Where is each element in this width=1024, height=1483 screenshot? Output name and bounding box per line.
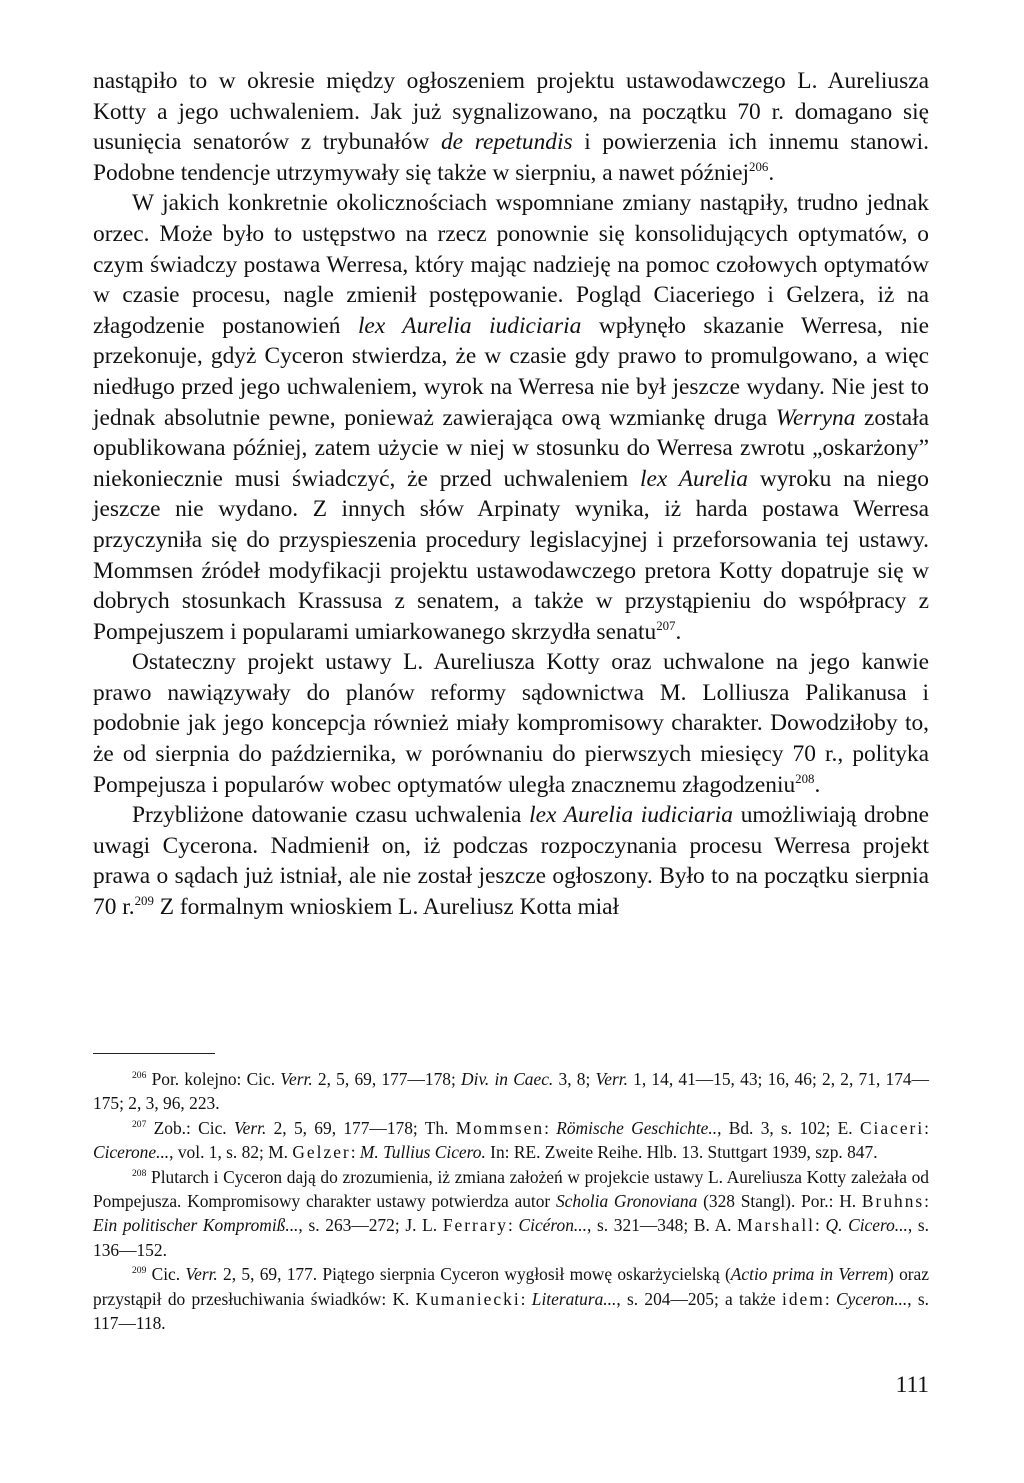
text-run: 2, 5, 69, 177—178; bbox=[312, 1069, 462, 1089]
spaced-author: Ciaceri bbox=[859, 1117, 925, 1138]
footnote-209 bbox=[93, 1262, 929, 1335]
text-run: : bbox=[824, 1288, 836, 1309]
text-run: , s. 204—205; a także bbox=[616, 1288, 783, 1309]
spaced-author: idem bbox=[782, 1288, 825, 1309]
text-run: 1, 14, 41—15, 43; 16, 46; 2, 2, 71, 174—175; 2, 3, 96, 223. bbox=[93, 1069, 929, 1114]
text-run: 3, 8; bbox=[553, 1069, 596, 1089]
footnote-number: 206 bbox=[132, 1070, 147, 1082]
italic-term: lex Aurelia bbox=[640, 465, 748, 492]
spaced-author: Gelzer bbox=[292, 1142, 351, 1163]
text-run: 2, 5, 69, 177—178; Th. bbox=[266, 1117, 456, 1138]
text-run: nastąpiło to w okresie między ogłoszeniem projektu ustawodawczego L. Aureliusza Kotty a jego uchwaleniem. Jak już sygnalizowano, na początku 70 r. domagano się usunięcia senatorów z trybunałów bbox=[93, 68, 929, 156]
text-run: , vol. 1, s. 82; M. bbox=[169, 1142, 293, 1163]
main-text bbox=[93, 66, 929, 923]
italic-term: Verr. bbox=[595, 1069, 628, 1089]
footnote-number: 207 bbox=[132, 1119, 147, 1131]
italic-term: Scholia Gronoviana bbox=[555, 1191, 698, 1212]
text-run: Por. kolejno: Cic. bbox=[146, 1069, 281, 1089]
footnote-ref-207: 207 bbox=[656, 618, 676, 633]
spaced-author: Kumaniecki bbox=[415, 1288, 521, 1309]
text-run: Ostateczny projekt ustawy L. Aureliusza Kotty oraz uchwalone na jego kanwie prawo nawiązywały do planów reformy sądownictwa M. Lolliusza Palikanusa i podobnie jak jego koncepcja również miały kompromisowy charakter. Dowodziłoby to, że od sierpnia do października, w porównaniu do pierwszych miesięcy 70 r., polityka Pompejusza i popularów wobec optymatów uległa znacznemu złagodzeniu bbox=[93, 649, 929, 798]
text-run: Cic. bbox=[146, 1264, 186, 1285]
spaced-author: Marshall bbox=[737, 1215, 815, 1236]
italic-term: Verr. bbox=[233, 1117, 267, 1138]
paragraph-2 bbox=[93, 188, 929, 647]
text-run: (328 Stangl). Por.: H. bbox=[697, 1191, 862, 1212]
italic-term: Cyceron... bbox=[835, 1288, 908, 1309]
italic-term: Verr. bbox=[280, 1069, 313, 1089]
text-run: : bbox=[508, 1215, 519, 1236]
text-run: , s. 263—272; J. L. bbox=[298, 1215, 443, 1236]
italic-term: de repetundis bbox=[440, 129, 573, 156]
text-run: : bbox=[815, 1215, 826, 1236]
text-run: , Bd. 3, s. 102; E. bbox=[717, 1117, 860, 1138]
spaced-author: Bruhns bbox=[861, 1191, 925, 1212]
spaced-author: Ferrary bbox=[442, 1215, 508, 1236]
italic-term: Werryna bbox=[775, 404, 856, 431]
paragraph-1 bbox=[93, 66, 929, 188]
text-run: : bbox=[924, 1191, 930, 1212]
text-run: : bbox=[520, 1288, 532, 1309]
text-run: : bbox=[544, 1117, 557, 1138]
text-run: 2, 5, 69, 177. Piątego sierpnia Cyceron wygłosił mowę oskarżycielską ( bbox=[217, 1264, 731, 1285]
page-number: 111 bbox=[895, 1372, 929, 1398]
footnote-ref-208: 208 bbox=[795, 771, 815, 786]
text-run: Przybliżone datowanie czasu uchwalenia bbox=[132, 802, 530, 829]
italic-term: lex Aurelia iudiciaria bbox=[357, 312, 582, 339]
text-run: i powierzenia ich innemu stanowi. Podobne tendencje utrzymywały się także w sierpniu, a nawet później bbox=[93, 129, 929, 186]
italic-term: M. Tullius Cicero. bbox=[359, 1142, 486, 1163]
footnote-207 bbox=[93, 1116, 929, 1165]
paragraph-4 bbox=[93, 800, 929, 922]
text-run: , s. 136—152. bbox=[93, 1215, 930, 1260]
text-run: wpłynęło skazanie Werresa, nie przekonuje, gdyż Cyceron stwierdza, że w czasie gdy prawo to promulgowano, a więc niedługo przed jego uchwaleniem, wyrok na Werresa nie był jeszcze wydany. Nie jest to jednak absolutnie pewne, ponieważ zawierająca ową wzmiankę druga bbox=[93, 312, 929, 431]
text-run: In: RE. Zweite Reihe. Hlb. 13. Stuttgart 1939, szp. 847. bbox=[485, 1142, 878, 1163]
paragraph-3 bbox=[93, 647, 929, 800]
text-run: umożliwiają drobne uwagi Cycerona. Nadmienił on, iż podczas rozpoczynania procesu Werresa projekt prawa o sądach już istniał, ale nie został jeszcze ogłoszony. Było to na początku sierpnia 70 r. bbox=[93, 802, 930, 921]
footnote-206 bbox=[93, 1067, 929, 1116]
text-run: została opublikowana później, zatem użycie w niej w stosunku do Werresa zwrotu „oskarżony” niekoniecznie musi świadczyć, że przed uchwaleniem bbox=[93, 404, 929, 492]
text-run: W jakich konkretnie okolicznościach wspomniane zmiany nastąpiły, trudno jednak orzec. Może było to ustępstwo na rzecz ponownie się konsolidujących optymatów, o czym świadczy postawa Werresa, który mając nadzieję na pomoc czołowych optymatów w czasie procesu, nagle zmienił postępowanie. Pogląd Ciaceriego i Gelzera, iż na złagodzenie postanowień bbox=[93, 190, 929, 339]
text-run: ) oraz przystąpił do przesłuchiwania świadków: K. bbox=[93, 1264, 929, 1309]
text-run: . bbox=[814, 771, 821, 798]
footnote-separator bbox=[93, 1053, 215, 1054]
text-run: wyroku na niego jeszcze nie wydano. Z innych słów Arpinaty wynika, iż harda postawa Werresa przyczyniła się do przyspieszenia procedury legislacyjnej i przeforsowania tej ustawy. Mommsen źródeł modyfikacji projektu ustawodawczego pretora Kotty dopatruje się w dobrych stosunkach Krassusa z senatem, a także w przystąpieniu do współpracy z Pompejuszem i popularami umiarkowanego skrzydła senatu bbox=[93, 465, 929, 645]
text-run: , s. 117—118. bbox=[93, 1288, 929, 1334]
italic-term: Cicerone... bbox=[93, 1142, 170, 1163]
text-run: . bbox=[768, 159, 775, 186]
footnote-ref-209: 209 bbox=[134, 894, 154, 909]
text-run: : bbox=[350, 1142, 360, 1163]
text-run: Zob.: Cic. bbox=[146, 1117, 234, 1138]
text-run: . bbox=[675, 618, 682, 645]
italic-term: Ein politischer Kompromiß... bbox=[93, 1215, 299, 1236]
italic-term: Literatura... bbox=[531, 1288, 617, 1309]
footnote-ref-206: 206 bbox=[749, 159, 769, 174]
italic-term: Verr. bbox=[185, 1264, 218, 1285]
footnote-number: 208 bbox=[132, 1167, 147, 1179]
text-run: : bbox=[924, 1117, 930, 1138]
italic-term: Q. Cicero... bbox=[825, 1215, 908, 1236]
italic-term: Actio prima in Verrem bbox=[730, 1264, 888, 1285]
spaced-author: Mommsen bbox=[455, 1117, 545, 1138]
footnote-208 bbox=[93, 1165, 929, 1263]
italic-term: Div. in Caec. bbox=[461, 1069, 554, 1089]
text-run: Plutarch i Cyceron dają do zrozumienia, iż zmiana założeń w projekcie ustawy L. Aureliusza Kotty zależała od Pompejusza. Kompromisowy charakter ustawy potwierdza autor bbox=[93, 1166, 929, 1212]
italic-term: Cicéron... bbox=[518, 1215, 587, 1236]
italic-term: Römische Geschichte.. bbox=[556, 1117, 718, 1138]
footnote-number: 209 bbox=[132, 1265, 147, 1277]
footnotes bbox=[93, 1067, 929, 1335]
text-run: Z formalnym wnioskiem L. Aureliusz Kotta miał bbox=[153, 894, 620, 921]
text-run: , s. 321—348; B. A. bbox=[586, 1215, 738, 1236]
italic-term: lex Aurelia iudiciaria bbox=[529, 802, 733, 829]
